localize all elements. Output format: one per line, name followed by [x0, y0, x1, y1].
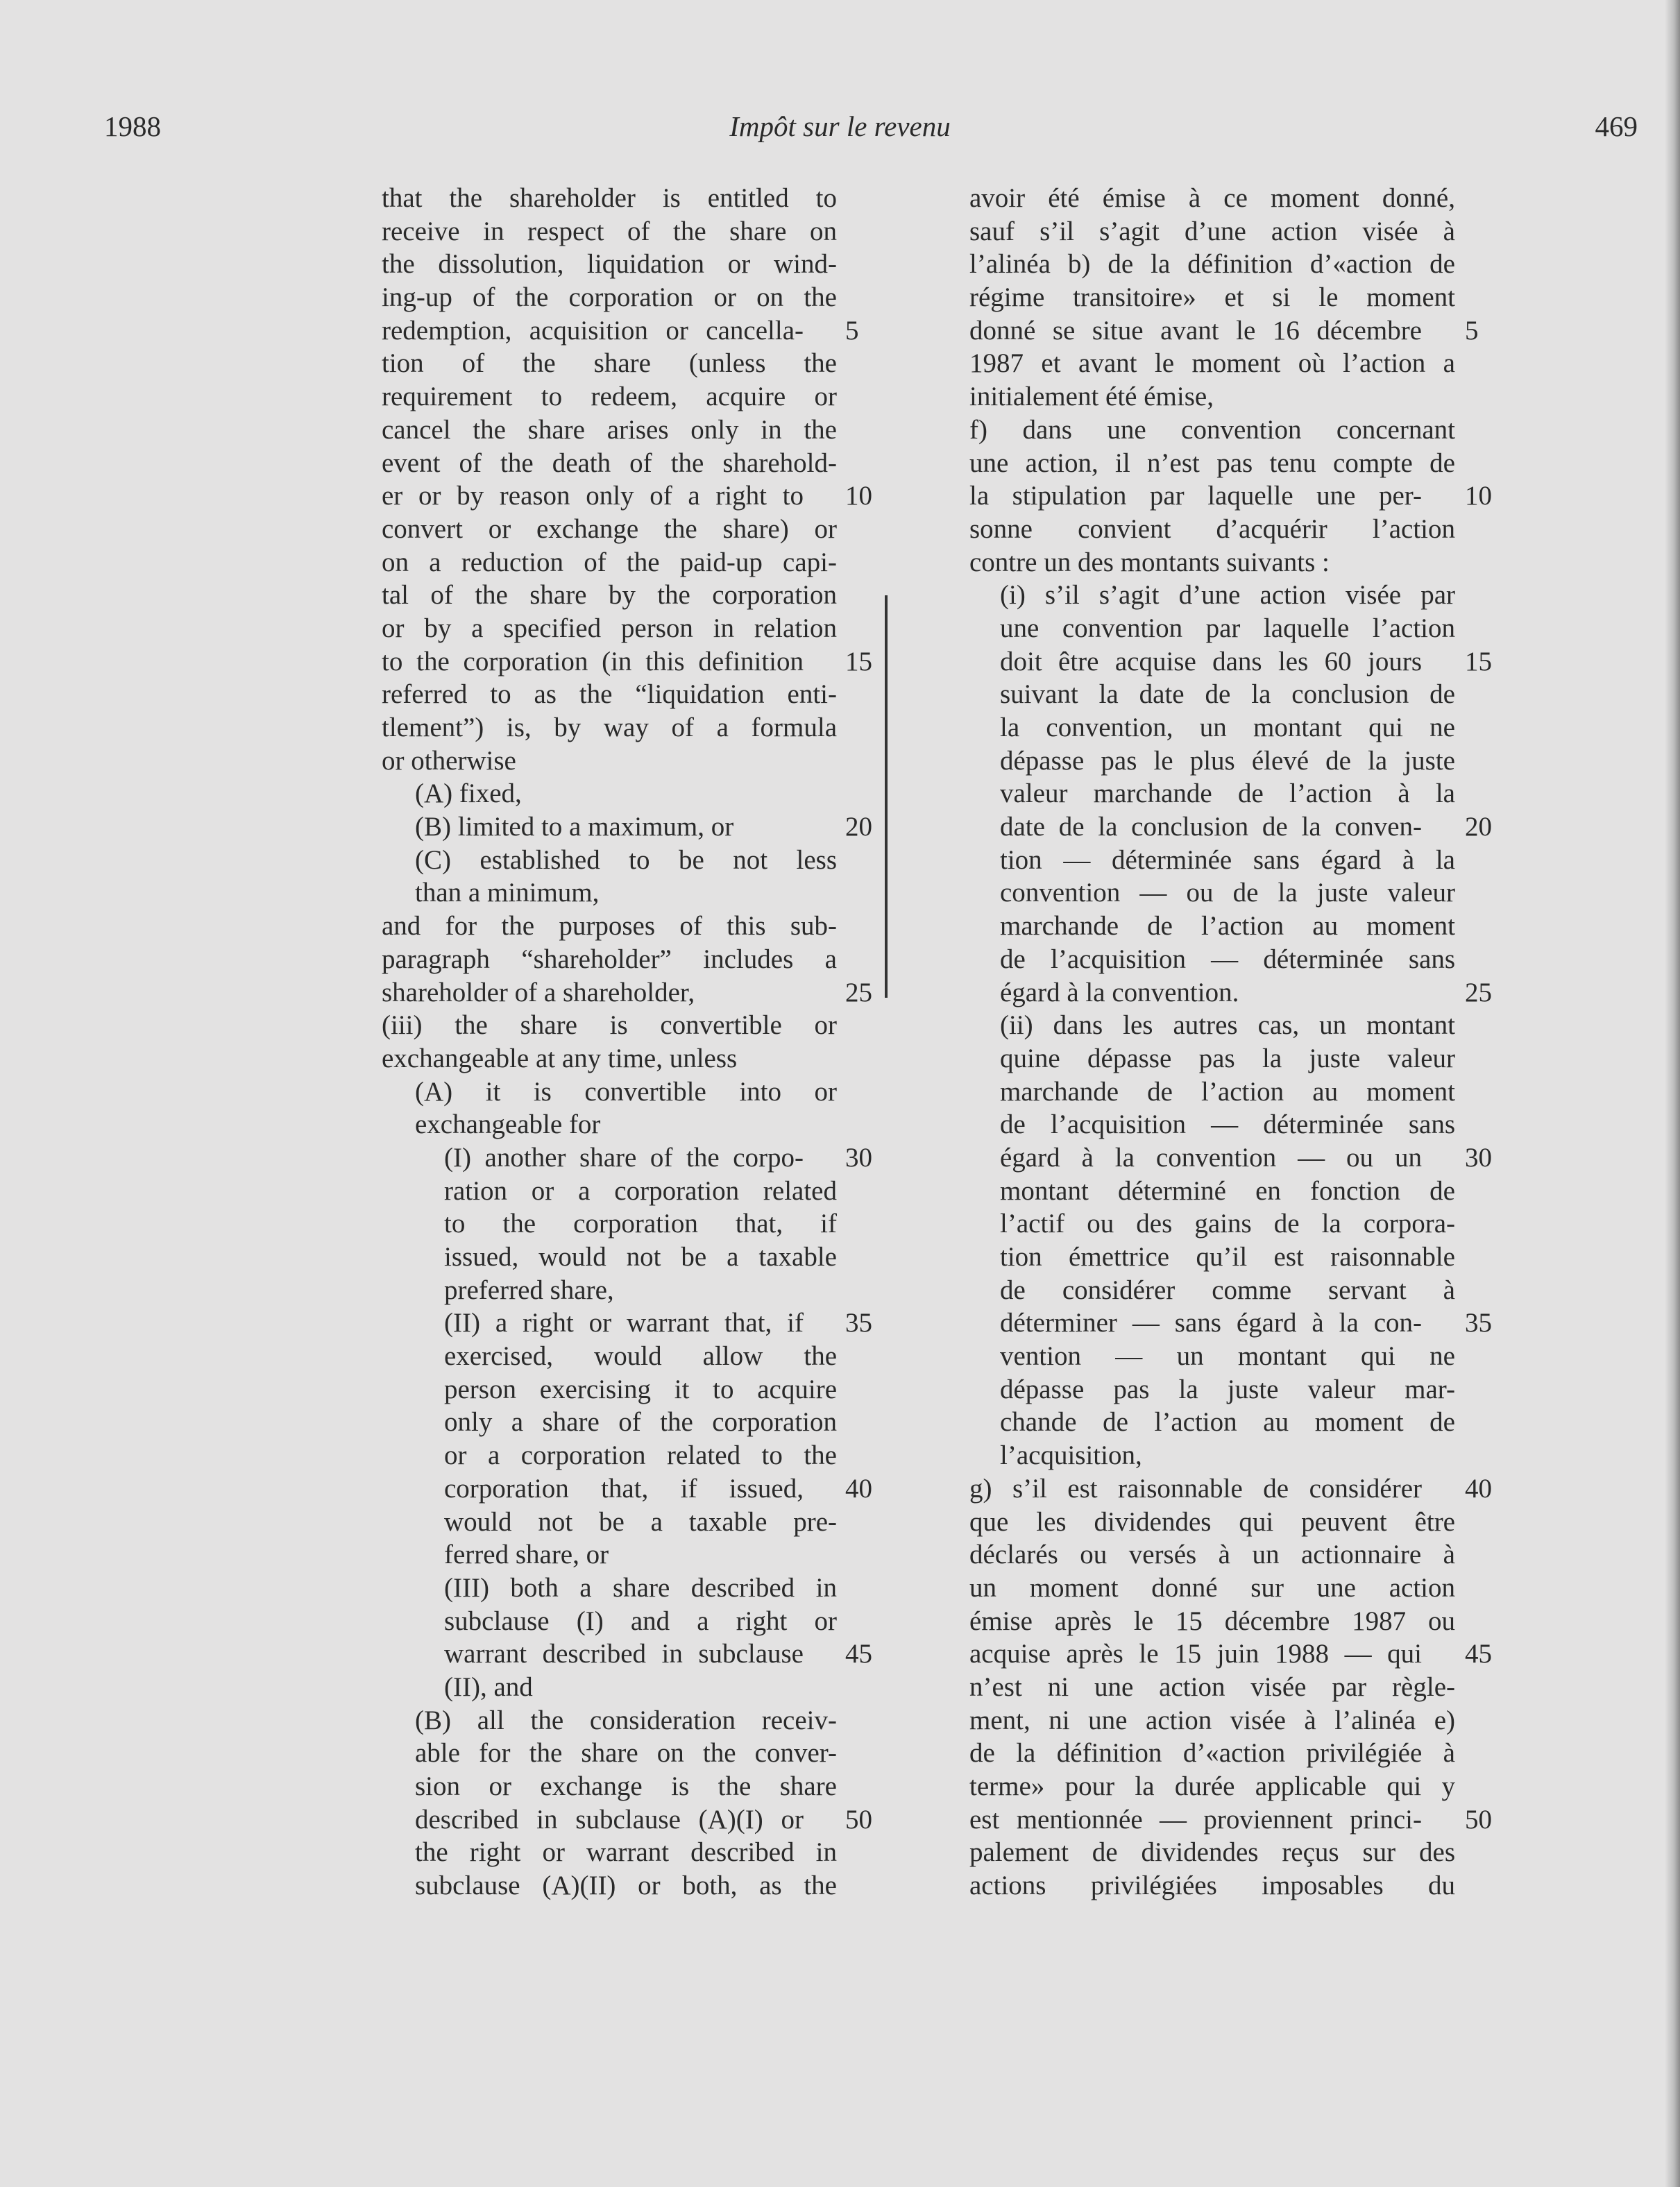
- line-text: f) dans une convention concernant: [969, 414, 1455, 445]
- fr-text-line: [969, 1340, 1455, 1373]
- line-text: person exercising it to acquire: [444, 1374, 837, 1404]
- en-text-line: [382, 1803, 872, 1837]
- line-text: tlement”) is, by way of a formula: [382, 713, 837, 742]
- fr-text-line: [969, 513, 1455, 546]
- line-text: redemption, acquisition or cancella-: [382, 315, 804, 346]
- line-text: (III) both a share described in: [444, 1572, 837, 1603]
- en-text-line: [382, 380, 837, 414]
- fr-text-line: [969, 1108, 1455, 1141]
- line-text: un moment donné sur une action: [969, 1572, 1455, 1603]
- fr-text-line: [969, 215, 1455, 248]
- line-text: date de la conclusion de la conven-: [1000, 812, 1422, 842]
- line-text: sonne convient d’acquérir l’action: [969, 513, 1455, 544]
- page-number: 469: [1595, 110, 1638, 142]
- en-text-line: [382, 1175, 837, 1208]
- line-text: n’est ni une action visée par règle-: [969, 1671, 1455, 1702]
- en-text-line: [382, 182, 837, 215]
- fr-text-line: [969, 1770, 1455, 1803]
- fr-text-line: [969, 744, 1455, 778]
- en-text-line: [382, 314, 859, 348]
- line-number: 5: [1465, 315, 1479, 346]
- fr-text-line: [969, 1009, 1455, 1042]
- en-text-line: [382, 976, 872, 1010]
- en-text-line: [382, 1704, 837, 1737]
- fr-text-line: [969, 777, 1455, 810]
- line-number: 45: [845, 1639, 872, 1669]
- en-text-line: [382, 1307, 872, 1340]
- line-text: (B) all the consideration receiv-: [415, 1705, 837, 1735]
- fr-text-line: [969, 1836, 1455, 1869]
- en-text-line: [382, 711, 837, 744]
- line-text: described in subclause (A)(I) or: [415, 1804, 804, 1835]
- line-text: de considérer comme servant à: [1000, 1275, 1455, 1305]
- fr-text-line: [969, 248, 1455, 281]
- en-text-line: [382, 1637, 872, 1671]
- en-text-line: [382, 1042, 837, 1075]
- line-number: 10: [1465, 481, 1492, 511]
- line-text: ration or a corporation related: [444, 1175, 837, 1206]
- fr-text-line: [969, 1075, 1455, 1109]
- en-text-line: [382, 1572, 837, 1605]
- en-text-line: [382, 1274, 837, 1307]
- line-text: (B) limited to a maximum, or: [415, 812, 734, 842]
- fr-text-line: [969, 1207, 1455, 1241]
- fr-text-line: [969, 1671, 1455, 1704]
- line-text: preferred share,: [444, 1275, 614, 1305]
- fr-text-line: [969, 910, 1455, 943]
- fr-text-line: [969, 1704, 1455, 1737]
- line-text: acquise après le 15 juin 1988 — qui: [969, 1639, 1422, 1669]
- en-text-line: [382, 1869, 837, 1903]
- en-text-line: [382, 678, 837, 711]
- en-text-line: [382, 447, 837, 480]
- line-text: only a share of the corporation: [444, 1407, 837, 1438]
- line-text: de l’acquisition — déterminée sans: [1000, 944, 1455, 974]
- fr-text-line: [969, 1538, 1455, 1572]
- line-text: une convention par laquelle l’action: [1000, 613, 1455, 643]
- en-text-line: [382, 215, 837, 248]
- en-text-line: [382, 347, 837, 380]
- line-text: quine dépasse pas la juste valeur: [1000, 1043, 1455, 1073]
- fr-text-line: [969, 1506, 1455, 1539]
- french-text-column: [969, 182, 1492, 1903]
- header-year: 1988: [104, 110, 161, 142]
- line-text: marchande de l’action au moment: [1000, 911, 1455, 942]
- en-text-line: [382, 844, 837, 877]
- en-text-line: [382, 1671, 837, 1704]
- fr-text-line: [969, 314, 1479, 348]
- line-text: tion of the share (unless the: [382, 348, 837, 379]
- line-text: (C) established to be not less: [415, 844, 837, 875]
- line-text: une action, il n’est pas tenu compte de: [969, 448, 1455, 478]
- line-text: exercised, would allow the: [444, 1341, 837, 1372]
- en-text-line: [382, 1538, 837, 1572]
- en-text-line: [382, 810, 872, 844]
- line-text: (iii) the share is convertible or: [382, 1010, 837, 1041]
- line-text: l’actif ou des gains de la corpora-: [1000, 1209, 1455, 1239]
- line-text: (i) s’il s’agit d’une action visée par: [1000, 580, 1455, 611]
- line-text: dépasse pas la juste valeur mar-: [1000, 1374, 1455, 1404]
- line-number: 15: [845, 646, 872, 676]
- line-text: émise après le 15 décembre 1987 ou: [969, 1606, 1455, 1636]
- line-number: 35: [1465, 1308, 1492, 1338]
- line-text: sauf s’il s’agit d’une action visée à: [969, 216, 1455, 246]
- en-text-line: [382, 943, 837, 976]
- en-text-line: [382, 281, 837, 314]
- line-text: or a corporation related to the: [444, 1440, 837, 1471]
- line-number: 20: [1465, 812, 1492, 842]
- en-text-line: [382, 612, 837, 645]
- line-text: égard à la convention.: [1000, 977, 1239, 1007]
- en-text-line: [382, 1605, 837, 1638]
- fr-text-line: [969, 1141, 1492, 1175]
- en-text-line: [382, 1836, 837, 1869]
- line-text: the dissolution, liquidation or wind-: [382, 249, 837, 280]
- line-text: tion — déterminée sans égard à la: [1000, 844, 1455, 875]
- line-text: 1987 et avant le moment où l’action a: [969, 348, 1455, 379]
- line-text: vention — un montant qui ne: [1000, 1341, 1455, 1372]
- en-text-line: [382, 1373, 837, 1406]
- en-text-line: [382, 1770, 837, 1803]
- line-text: exchangeable at any time, unless: [382, 1043, 738, 1073]
- line-text: dépasse pas le plus élevé de la juste: [1000, 745, 1455, 776]
- line-text: on a reduction of the paid-up capi-: [382, 547, 837, 577]
- line-text: ing-up of the corporation or on the: [382, 282, 837, 313]
- fr-text-line: [969, 844, 1455, 877]
- line-text: able for the share on the conver-: [415, 1738, 837, 1769]
- fr-text-line: [969, 1042, 1455, 1075]
- line-text: referred to as the “liquidation enti-: [382, 679, 837, 710]
- fr-text-line: [969, 876, 1455, 910]
- line-text: régime transitoire» et si le moment: [969, 282, 1455, 313]
- line-text: donné se situe avant le 16 décembre: [969, 315, 1422, 346]
- line-text: (ii) dans les autres cas, un montant: [1000, 1010, 1455, 1041]
- line-text: avoir été émise à ce moment donné,: [969, 183, 1455, 213]
- line-text: tion émettrice qu’il est raisonnable: [1000, 1242, 1455, 1272]
- fr-text-line: [969, 645, 1492, 679]
- en-text-line: [382, 513, 837, 546]
- en-text-line: [382, 1108, 837, 1141]
- line-text: convert or exchange the share) or: [382, 513, 837, 544]
- en-text-line: [382, 645, 872, 679]
- line-number: 25: [845, 977, 872, 1007]
- line-text: (II) a right or warrant that, if: [444, 1308, 804, 1338]
- page-edge-shadow: [1665, 0, 1680, 2187]
- fr-text-line: [969, 380, 1455, 414]
- line-number: 15: [1465, 646, 1492, 676]
- fr-text-line: [969, 447, 1455, 480]
- en-text-line: [382, 579, 837, 612]
- line-text: marchande de l’action au moment: [1000, 1076, 1455, 1107]
- line-text: that the shareholder is entitled to: [382, 183, 837, 213]
- line-text: or by a specified person in relation: [382, 613, 837, 643]
- line-text: terme» pour la durée applicable qui y: [969, 1771, 1455, 1801]
- en-text-line: [382, 1075, 837, 1109]
- line-text: l’alinéa b) de la définition d’«action de: [969, 249, 1455, 280]
- fr-text-line: [969, 976, 1492, 1010]
- header-title: Impôt sur le revenu: [729, 110, 951, 142]
- en-text-line: [382, 1472, 872, 1506]
- en-text-line: [382, 1439, 837, 1472]
- line-text: ferred share, or: [444, 1540, 609, 1570]
- line-text: (I) another share of the corpo-: [444, 1142, 804, 1173]
- fr-text-line: [969, 943, 1455, 976]
- line-text: l’acquisition,: [1000, 1440, 1142, 1471]
- line-text: or otherwise: [382, 745, 516, 776]
- en-text-line: [382, 1406, 837, 1439]
- fr-text-line: [969, 1175, 1455, 1208]
- line-text: montant déterminé en fonction de: [1000, 1175, 1455, 1206]
- line-text: palement de dividendes reçus sur des: [969, 1837, 1455, 1868]
- line-text: exchangeable for: [415, 1109, 601, 1140]
- fr-text-line: [969, 678, 1455, 711]
- fr-text-line: [969, 546, 1455, 579]
- fr-text-line: [969, 1803, 1492, 1837]
- fr-text-line: [969, 1307, 1492, 1340]
- fr-text-line: [969, 810, 1492, 844]
- line-text: déclarés ou versés à un actionnaire à: [969, 1540, 1455, 1570]
- fr-text-line: [969, 1572, 1455, 1605]
- fr-text-line: [969, 1406, 1455, 1439]
- line-text: que les dividendes qui peuvent être: [969, 1506, 1455, 1537]
- line-number: 20: [845, 812, 872, 842]
- en-text-line: [382, 1207, 837, 1241]
- line-number: 25: [1465, 977, 1492, 1007]
- en-text-line: [382, 777, 837, 810]
- fr-text-line: [969, 1274, 1455, 1307]
- line-text: warrant described in subclause: [444, 1639, 804, 1669]
- fr-text-line: [969, 579, 1455, 612]
- line-text: (II), and: [444, 1671, 533, 1702]
- line-text: égard à la convention — ou un: [1000, 1142, 1422, 1173]
- line-text: suivant la date de la conclusion de: [1000, 679, 1455, 710]
- line-text: the right or warrant described in: [415, 1837, 837, 1868]
- fr-text-line: [969, 1869, 1455, 1903]
- line-text: de la définition d’«action privilégiée à: [969, 1738, 1455, 1769]
- fr-text-line: [969, 414, 1455, 447]
- line-text: er or by reason only of a right to: [382, 481, 804, 511]
- line-text: chande de l’action au moment de: [1000, 1407, 1455, 1438]
- line-text: would not be a taxable pre-: [444, 1506, 837, 1537]
- en-text-line: [382, 1009, 837, 1042]
- line-text: sion or exchange is the share: [415, 1771, 837, 1801]
- line-text: corporation that, if issued,: [444, 1473, 804, 1504]
- en-text-line: [382, 546, 837, 579]
- line-text: and for the purposes of this sub-: [382, 911, 837, 942]
- line-text: convention — ou de la juste valeur: [1000, 878, 1455, 908]
- line-text: initialement été émise,: [969, 382, 1214, 412]
- line-number: 50: [845, 1804, 872, 1835]
- fr-text-line: [969, 1439, 1455, 1472]
- line-number: 40: [1465, 1473, 1492, 1504]
- line-text: shareholder of a shareholder,: [382, 977, 695, 1007]
- line-number: 30: [1465, 1142, 1492, 1173]
- line-number: 10: [845, 481, 872, 511]
- line-text: g) s’il est raisonnable de considérer: [969, 1473, 1422, 1504]
- fr-text-line: [969, 612, 1455, 645]
- line-text: contre un des montants suivants :: [969, 547, 1330, 577]
- amendment-margin-bar: [885, 595, 888, 998]
- en-text-line: [382, 248, 837, 281]
- line-text: paragraph “shareholder” includes a: [382, 944, 837, 974]
- line-number: 35: [845, 1308, 872, 1338]
- fr-text-line: [969, 182, 1455, 215]
- fr-text-line: [969, 1737, 1455, 1770]
- line-text: est mentionnée — proviennent princi-: [969, 1804, 1422, 1835]
- en-text-line: [382, 1506, 837, 1539]
- fr-text-line: [969, 1605, 1455, 1638]
- line-number: 45: [1465, 1639, 1492, 1669]
- line-text: valeur marchande de l’action à la: [1000, 778, 1455, 809]
- fr-text-line: [969, 1373, 1455, 1406]
- line-number: 30: [845, 1142, 872, 1173]
- fr-text-line: [969, 479, 1492, 513]
- line-text: receive in respect of the share on: [382, 216, 837, 246]
- line-text: doit être acquise dans les 60 jours: [1000, 646, 1422, 676]
- line-number: 50: [1465, 1804, 1492, 1835]
- line-text: to the corporation that, if: [444, 1209, 837, 1239]
- fr-text-line: [969, 281, 1455, 314]
- en-text-line: [382, 1241, 837, 1274]
- english-text-column: [382, 182, 872, 1903]
- line-text: than a minimum,: [415, 878, 600, 908]
- en-text-line: [382, 744, 837, 778]
- en-text-line: [382, 479, 872, 513]
- fr-text-line: [969, 347, 1455, 380]
- fr-text-line: [969, 711, 1455, 744]
- line-text: tal of the share by the corporation: [382, 580, 837, 611]
- en-text-line: [382, 1141, 872, 1175]
- line-text: la convention, un montant qui ne: [1000, 713, 1455, 742]
- line-text: requirement to redeem, acquire or: [382, 382, 837, 412]
- fr-text-line: [969, 1241, 1455, 1274]
- line-number: 5: [845, 315, 859, 346]
- line-text: actions privilégiées imposables du: [969, 1871, 1455, 1901]
- en-text-line: [382, 414, 837, 447]
- fr-text-line: [969, 1472, 1492, 1506]
- en-text-line: [382, 876, 837, 910]
- en-text-line: [382, 910, 837, 943]
- line-text: to the corporation (in this definition: [382, 646, 804, 676]
- en-text-line: [382, 1340, 837, 1373]
- line-text: subclause (A)(II) or both, as the: [415, 1871, 837, 1901]
- line-text: issued, would not be a taxable: [444, 1242, 837, 1272]
- line-text: ment, ni une action visée à l’alinéa e): [969, 1705, 1455, 1735]
- en-text-line: [382, 1737, 837, 1770]
- line-text: cancel the share arises only in the: [382, 414, 837, 445]
- line-text: la stipulation par laquelle une per-: [969, 481, 1422, 511]
- line-text: (A) it is convertible into or: [415, 1076, 837, 1107]
- line-text: (A) fixed,: [415, 778, 522, 809]
- line-number: 40: [845, 1473, 872, 1504]
- fr-text-line: [969, 1637, 1492, 1671]
- line-text: de l’acquisition — déterminée sans: [1000, 1109, 1455, 1140]
- line-text: event of the death of the sharehold-: [382, 448, 837, 478]
- page-header: [0, 110, 1680, 151]
- line-text: déterminer — sans égard à la con-: [1000, 1308, 1422, 1338]
- line-text: subclause (I) and a right or: [444, 1606, 837, 1636]
